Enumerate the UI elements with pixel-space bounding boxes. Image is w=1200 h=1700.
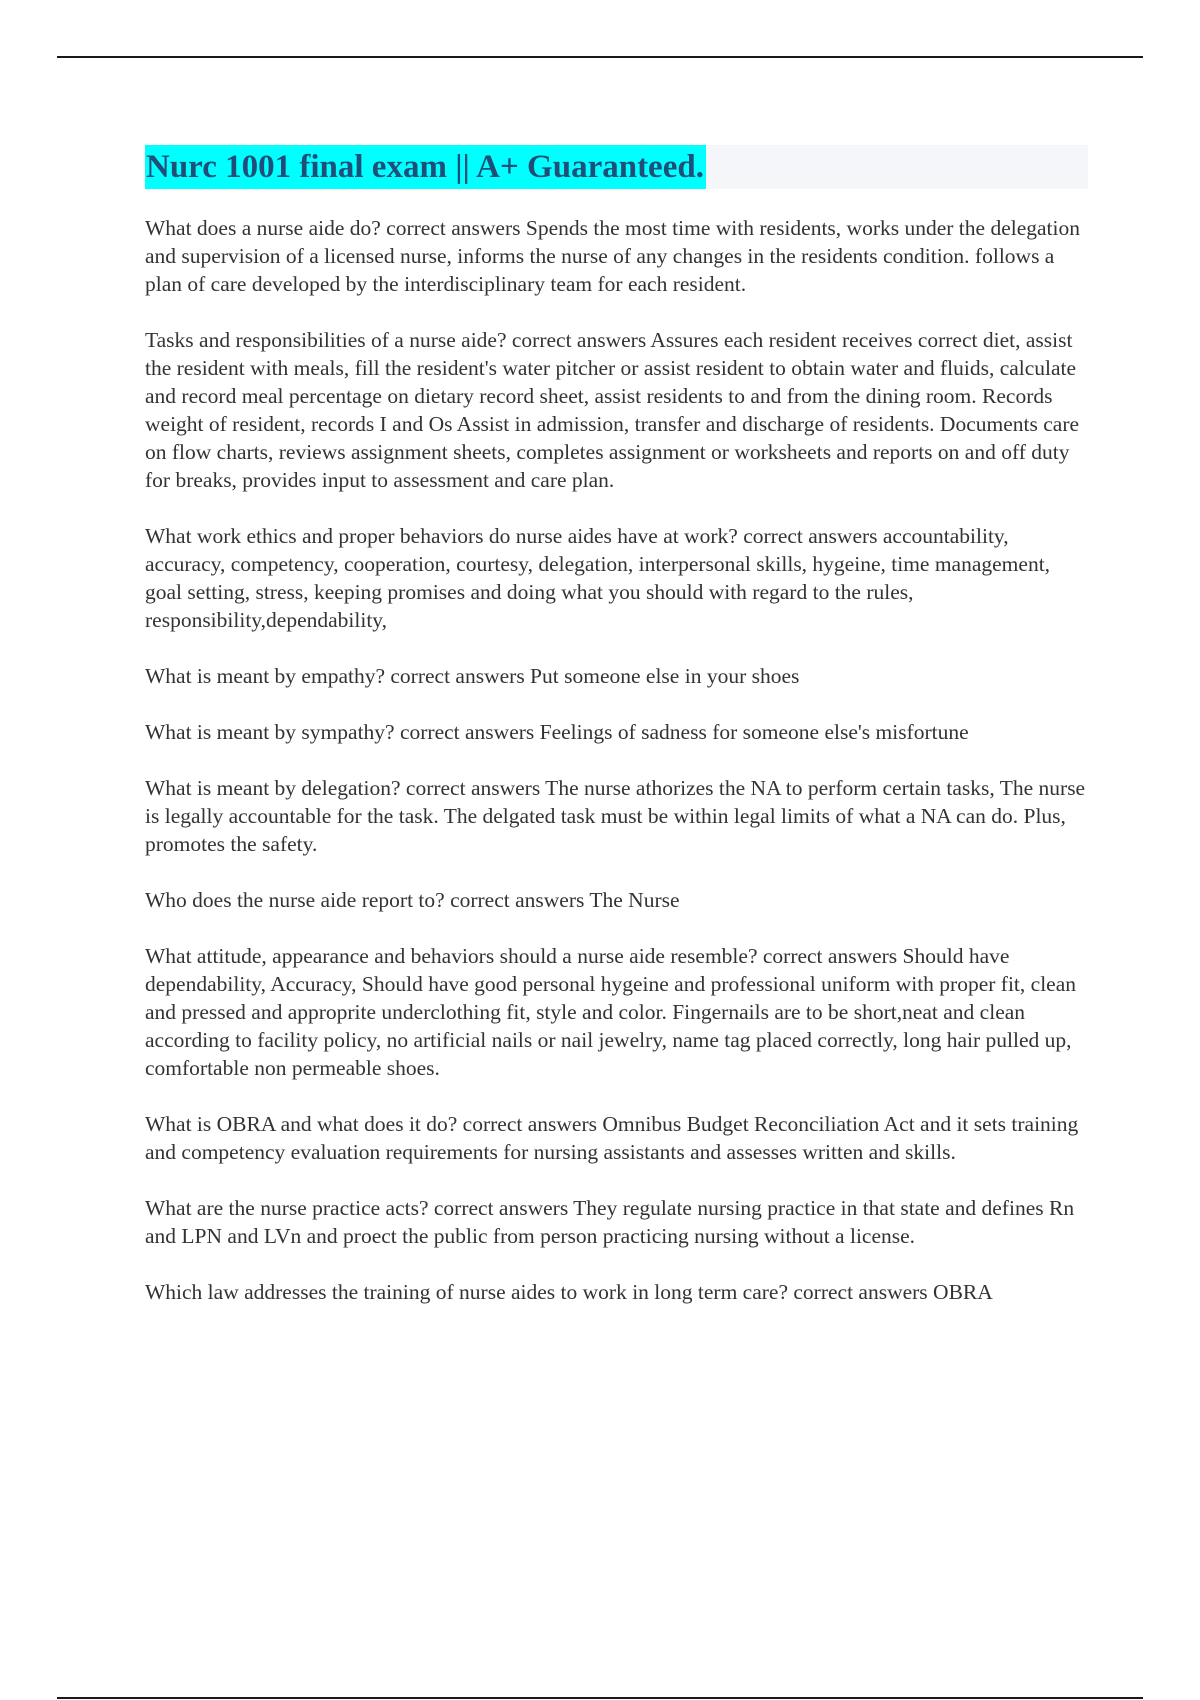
document-body xyxy=(145,214,1090,1334)
qa-paragraph: What does a nurse aide do? correct answers Spends the most time with residents, works under the delegation and supervision of a licensed nurse, informs the nurse of any changes in the residents condition. follows a plan of care developed by the interdisciplinary team for each resident. xyxy=(145,216,1080,296)
qa-paragraph: What is meant by sympathy? correct answers Feelings of sadness for someone else's misfortune xyxy=(145,720,969,744)
page-top-rule xyxy=(57,56,1143,58)
qa-paragraph: Who does the nurse aide report to? correct answers The Nurse xyxy=(145,888,680,912)
page-bottom-rule xyxy=(57,1697,1143,1699)
document-title: Nurc 1001 final exam || A+ Guaranteed. xyxy=(145,145,706,189)
qa-paragraph: What attitude, appearance and behaviors should a nurse aide resemble? correct answers Should have dependability, Accuracy, Should have good personal hygeine and professional uniform with proper fit, clean and pressed and approprite underclothing fit, style and color. Fingernails are to be short,neat and clean according to facility policy, no artificial nails or nail jewelry, name tag placed correctly, long hair pulled up, comfortable non permeable shoes. xyxy=(145,944,1076,1080)
qa-paragraph: Which law addresses the training of nurse aides to work in long term care? correct answers OBRA xyxy=(145,1280,993,1304)
qa-paragraph: What work ethics and proper behaviors do nurse aides have at work? correct answers accountability, accuracy, competency, cooperation, courtesy, delegation, interpersonal skills, hygeine, time management, goal setting, stress, keeping promises and doing what you should with regard to the rules, responsibility,dependability, xyxy=(145,524,1051,632)
qa-paragraph: What are the nurse practice acts? correct answers They regulate nursing practice in that state and defines Rn and LPN and LVn and proect the public from person practicing nursing without a license. xyxy=(145,1196,1075,1248)
qa-paragraph: What is OBRA and what does it do? correct answers Omnibus Budget Reconciliation Act and it sets training and competency evaluation requirements for nursing assistants and assesses written and skills. xyxy=(145,1112,1079,1164)
qa-paragraph: What is meant by delegation? correct answers The nurse athorizes the NA to perform certain tasks, The nurse is legally accountable for the task. The delgated task must be within legal limits of what a NA can do. Plus, promotes the safety. xyxy=(145,776,1086,856)
qa-paragraph: Tasks and responsibilities of a nurse aide? correct answers Assures each resident receives correct diet, assist the resident with meals, fill the resident's water pitcher or assist resident to obtain water and fluids, calculate and record meal percentage on dietary record sheet, assist residents to and from the dining room. Records weight of resident, records I and Os Assist in admission, transfer and discharge of residents. Documents care on flow charts, reviews assignment sheets, completes assignment or worksheets and reports on and off duty for breaks, provides input to assessment and care plan. xyxy=(145,328,1080,492)
qa-paragraph: What is meant by empathy? correct answers Put someone else in your shoes xyxy=(145,664,800,688)
